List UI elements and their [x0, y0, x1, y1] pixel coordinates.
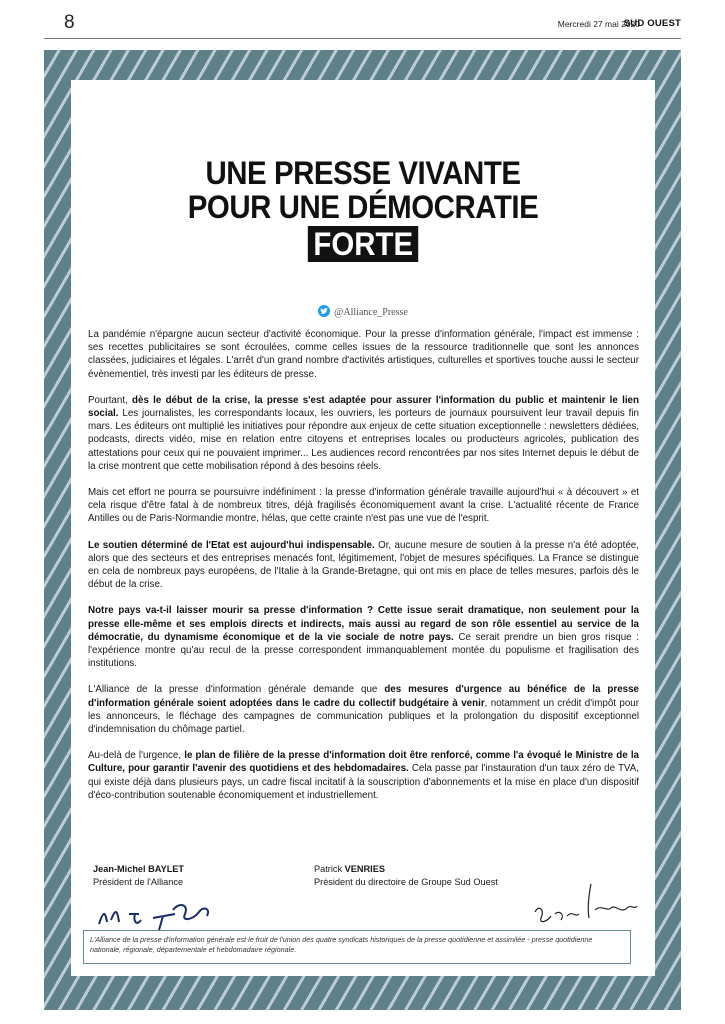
article-body — [88, 328, 639, 815]
signature-venries — [314, 863, 498, 889]
alliance-footnote — [83, 930, 631, 964]
signer-name: Patrick VENRIES — [314, 864, 385, 874]
signer-role: Président du directoire de Groupe Sud Ouest — [314, 877, 498, 887]
text: , notamment un crédit d'impôt pour les annonceurs, le fléchage des campagnes de communication publiques et la prolongation du dispositif exceptionnel d'indemnisation du chômage partiel. — [88, 697, 640, 736]
ad-frame — [44, 50, 681, 1010]
text: Ce serait prendre un bien gros risque : l'expérience montre qu'au recul de la presse correspondent immanquablement montée du populisme et fragilisation des institutions. — [88, 631, 639, 670]
text: Mais cet effort ne pourra se poursuivre indéfiniment : la presse d'information générale travaille aujourd'hui « à découvert » et cela risque d'être fatal à de nombreux titres, déjà fragilisés économiquement avant la crise. L'actualité récente de France Antilles ou de Paris-Normandie montre, hélas, que cette crainte n'est pas une vue de l'esprit. — [88, 487, 639, 525]
headline-line-1: UNE PRESSE VIVANTE — [205, 155, 521, 191]
handle-text: @Alliance_Presse — [334, 307, 408, 318]
footnote-lead: L'Alliance de la presse d'information générale — [90, 935, 235, 944]
body-paragraph — [88, 486, 639, 526]
headline — [71, 156, 655, 262]
handwritten-signature-venries — [531, 880, 641, 930]
text: La pandémie n'épargne aucun secteur d'activité économique. Pour la presse d'information générale, l'impact est immense : ses recettes publicitaires se sont écroulées, comme celles issues de la ressource traditionnelle que sont les annonces classées, judiciaires et légales. L'arrêt d'un grand nombre d'activités artistiques, culturelles et sportives touche aussi le secteur évènementiel, très investi par les éditeurs de presse. — [88, 329, 639, 380]
headline-line-2: POUR UNE DÉMOCRATIE — [187, 189, 539, 225]
signature-baylet — [93, 863, 184, 889]
page-header — [0, 0, 725, 40]
bold-text: le plan de filière de la presse d'information doit être renforcé, comme l'a évoqué le Ministre de la Culture, pour garantir l'avenir des quotidiens et des hebdomadaires. — [88, 750, 639, 775]
newspaper-brand: SUD OUEST — [623, 18, 681, 29]
body-paragraph — [88, 749, 639, 802]
text: Les journalistes, les correspondants locaux, les ouvriers, les porteurs de journaux poursuivent leur travail depuis fin mars. Les éditeurs ont multiplié les initiatives pour répondre aux enjeux de cette situation exceptionnelle : newsletters dédiées, podcasts, directs vidéo, mise en relation entre citoyens et entreprises locales ou producteurs agricoles, publication des attestations pour ceux qui ne pouvaient imprimer... Les audiences record rencontrées par nos sites Internet depuis le début de la crise montrent que cette mobilisation répond à des besoins réels. — [88, 408, 639, 472]
body-paragraph — [88, 394, 639, 473]
signer-role: Président de l'Alliance — [93, 877, 184, 887]
text: Pourtant, — [88, 394, 133, 406]
text: Or, aucune mesure de soutien à la presse n'a été adoptée, alors que des secteurs et des entreprises menacés font, légitimement, l'objet de mesures spécifiques. La France se distingue en cela de nombreux pays européens, de l'Italie à la Grande-Bretagne, qui ont mis en place de telles mesures, parfois dès le début de la crise. — [88, 539, 639, 591]
body-paragraph — [88, 539, 639, 592]
signer-name: Jean-Michel BAYLET — [93, 864, 185, 874]
text: Cela passe par l'instauration d'un taux zéro de TVA, qui existe déjà dans plusieurs pays, un cadre fiscal incitatif à la souscription d'abonnements et la mise en place d'un dispositif d'éco-contribution soutenable économiquement et industriellement. — [88, 763, 639, 801]
body-paragraph — [88, 683, 639, 736]
bold-text: des mesures d'urgence au bénéfice de la presse d'information générale soient adoptées dans le cadre du collectif budgétaire à venir — [88, 684, 639, 709]
text: Au-delà de l'urgence, — [88, 750, 185, 762]
issue-date: Mercredi 27 mai 2020 — [557, 19, 640, 29]
page-number: 8 — [64, 12, 75, 33]
body-paragraph — [88, 604, 639, 670]
social-handle — [71, 305, 655, 318]
headline-highlight: FORTE — [308, 226, 419, 262]
bold-text: Notre pays va-t-il laisser mourir sa presse d'information ? Cette issue serait dramatique, non seulement pour la presse elle-même et ses emplois directs et indirects, mais aussi au regard de son rôle essentiel au service de la démocratie, du dynamisme économique et de la vie sociale de notre pays. — [88, 605, 639, 643]
footnote-rest: est le fruit de l'union des quatre syndicats historiques de la presse quotidienne et assimilée - presse quotidienne nationale, régionale, départementale et hebdomadaire régionale. — [90, 935, 593, 954]
bold-text: Le soutien déterminé de l'Etat est aujourd'hui indispensable. — [88, 539, 375, 551]
header-rule — [44, 38, 681, 39]
body-paragraph — [88, 328, 639, 381]
ad-panel — [71, 80, 655, 976]
handwritten-signature-baylet — [93, 892, 233, 932]
bold-text: dès le début de la crise, la presse s'est adaptée pour assurer l'information du public et maintenir le lien social. — [88, 394, 639, 420]
text: L'Alliance de la presse d'information générale demande que — [88, 684, 385, 696]
twitter-bird-icon — [318, 305, 330, 317]
